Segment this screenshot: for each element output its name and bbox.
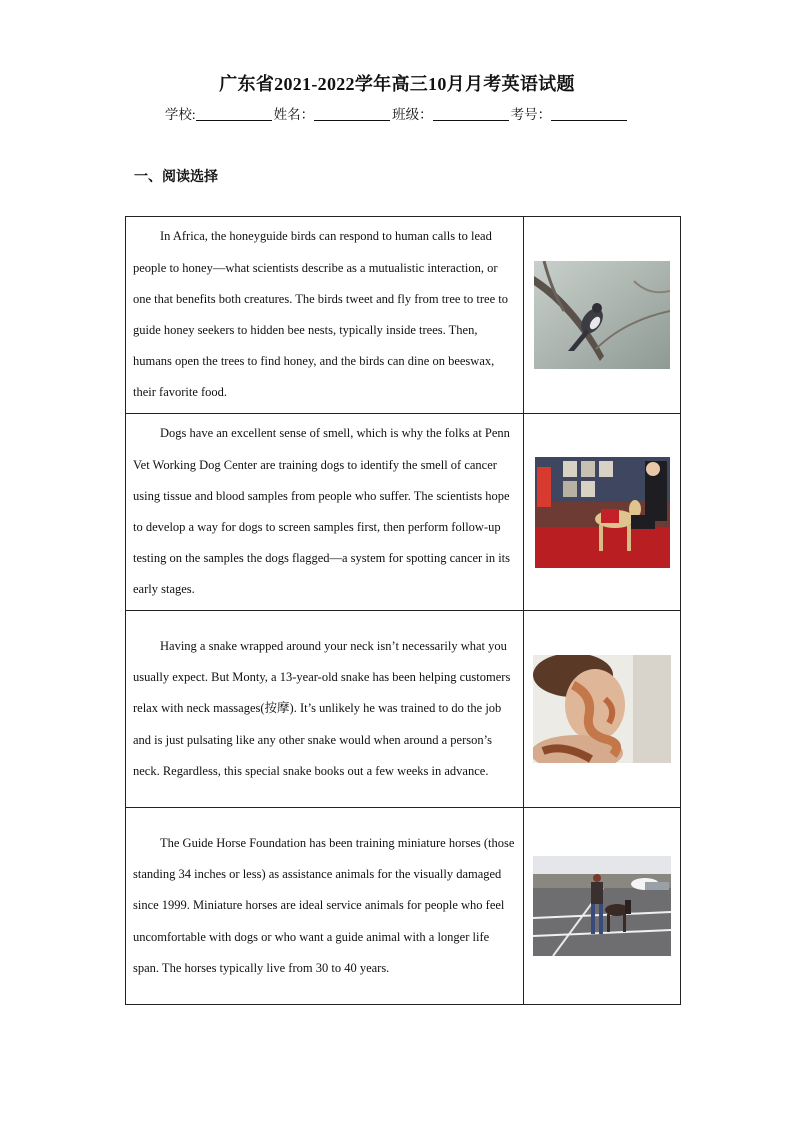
- passage-image-cell: [524, 414, 681, 611]
- name-label: 姓名：: [273, 107, 315, 122]
- class-label: 班级：: [392, 107, 433, 122]
- passage-image-cell: [524, 217, 681, 414]
- number-label: 考号：: [510, 107, 552, 122]
- passage-text: Dogs have an excellent sense of smell, which is why the folks at Penn Vet Working Dog Center are training dogs to identify the smell of cancer using tissue and blood samples from people who suffer. The scientists hope to develop a way for dogs to screen samples first, then perform follow-up testing on the samples the dogs flagged—a system for spotting cancer in its early stages.: [133, 426, 511, 597]
- passage-row: [126, 217, 681, 414]
- name-blank[interactable]: [314, 106, 390, 121]
- section-heading: 一、阅读选择: [134, 170, 218, 185]
- honeyguide-bird-photo: [534, 261, 670, 369]
- number-blank[interactable]: [551, 106, 627, 121]
- passage-row: [126, 611, 681, 808]
- class-blank[interactable]: [433, 106, 509, 121]
- snake-massage-photo: [533, 655, 671, 763]
- passage-text: Having a snake wrapped around your neck isn’t necessarily what you usually expect. But Monty, a 13-year-old snake has been helping customers relax with neck massages(按摩). It’s unlikely he was trained to do the job and is just pulsating like any other snake would when around a person’s neck. Regardless, this special snake books out a few weeks in advance.: [133, 638, 511, 778]
- passage-table: [125, 216, 681, 1005]
- passage-text-cell: [126, 808, 524, 1005]
- exam-title: 广东省2021-2022学年高三10月月考英语试题: [219, 74, 575, 94]
- school-label: 学校:: [164, 107, 196, 122]
- student-info-line: [0, 103, 794, 123]
- passage-text: The Guide Horse Foundation has been training miniature horses (those standing 34 inches or less) as assistance animals for the visually damaged since 1999. Miniature horses are ideal service animals for people who feel uncomfortable with dogs or who want a guide animal with a longer life span. The horses typically live from 30 to 40 years.: [133, 835, 515, 975]
- passage-text-cell: [126, 217, 524, 414]
- passage-row: [126, 808, 681, 1005]
- school-blank[interactable]: [196, 106, 272, 121]
- passage-text-cell: [126, 414, 524, 611]
- passage-row: [126, 414, 681, 611]
- passage-text-cell: [126, 611, 524, 808]
- guide-horse-photo: [533, 856, 671, 956]
- working-dog-photo: [535, 457, 670, 568]
- passage-image-cell: [524, 611, 681, 808]
- passage-image-cell: [524, 808, 681, 1005]
- passage-text: In Africa, the honeyguide birds can respond to human calls to lead people to honey—what scientists describe as a mutualistic interaction, or one that benefits both creatures. The birds tweet and fly from tree to tree to guide honey seekers to hidden bee nests, typically inside trees. Then, humans open the trees to find honey, and the birds can dine on beeswax, their favorite food.: [133, 229, 508, 400]
